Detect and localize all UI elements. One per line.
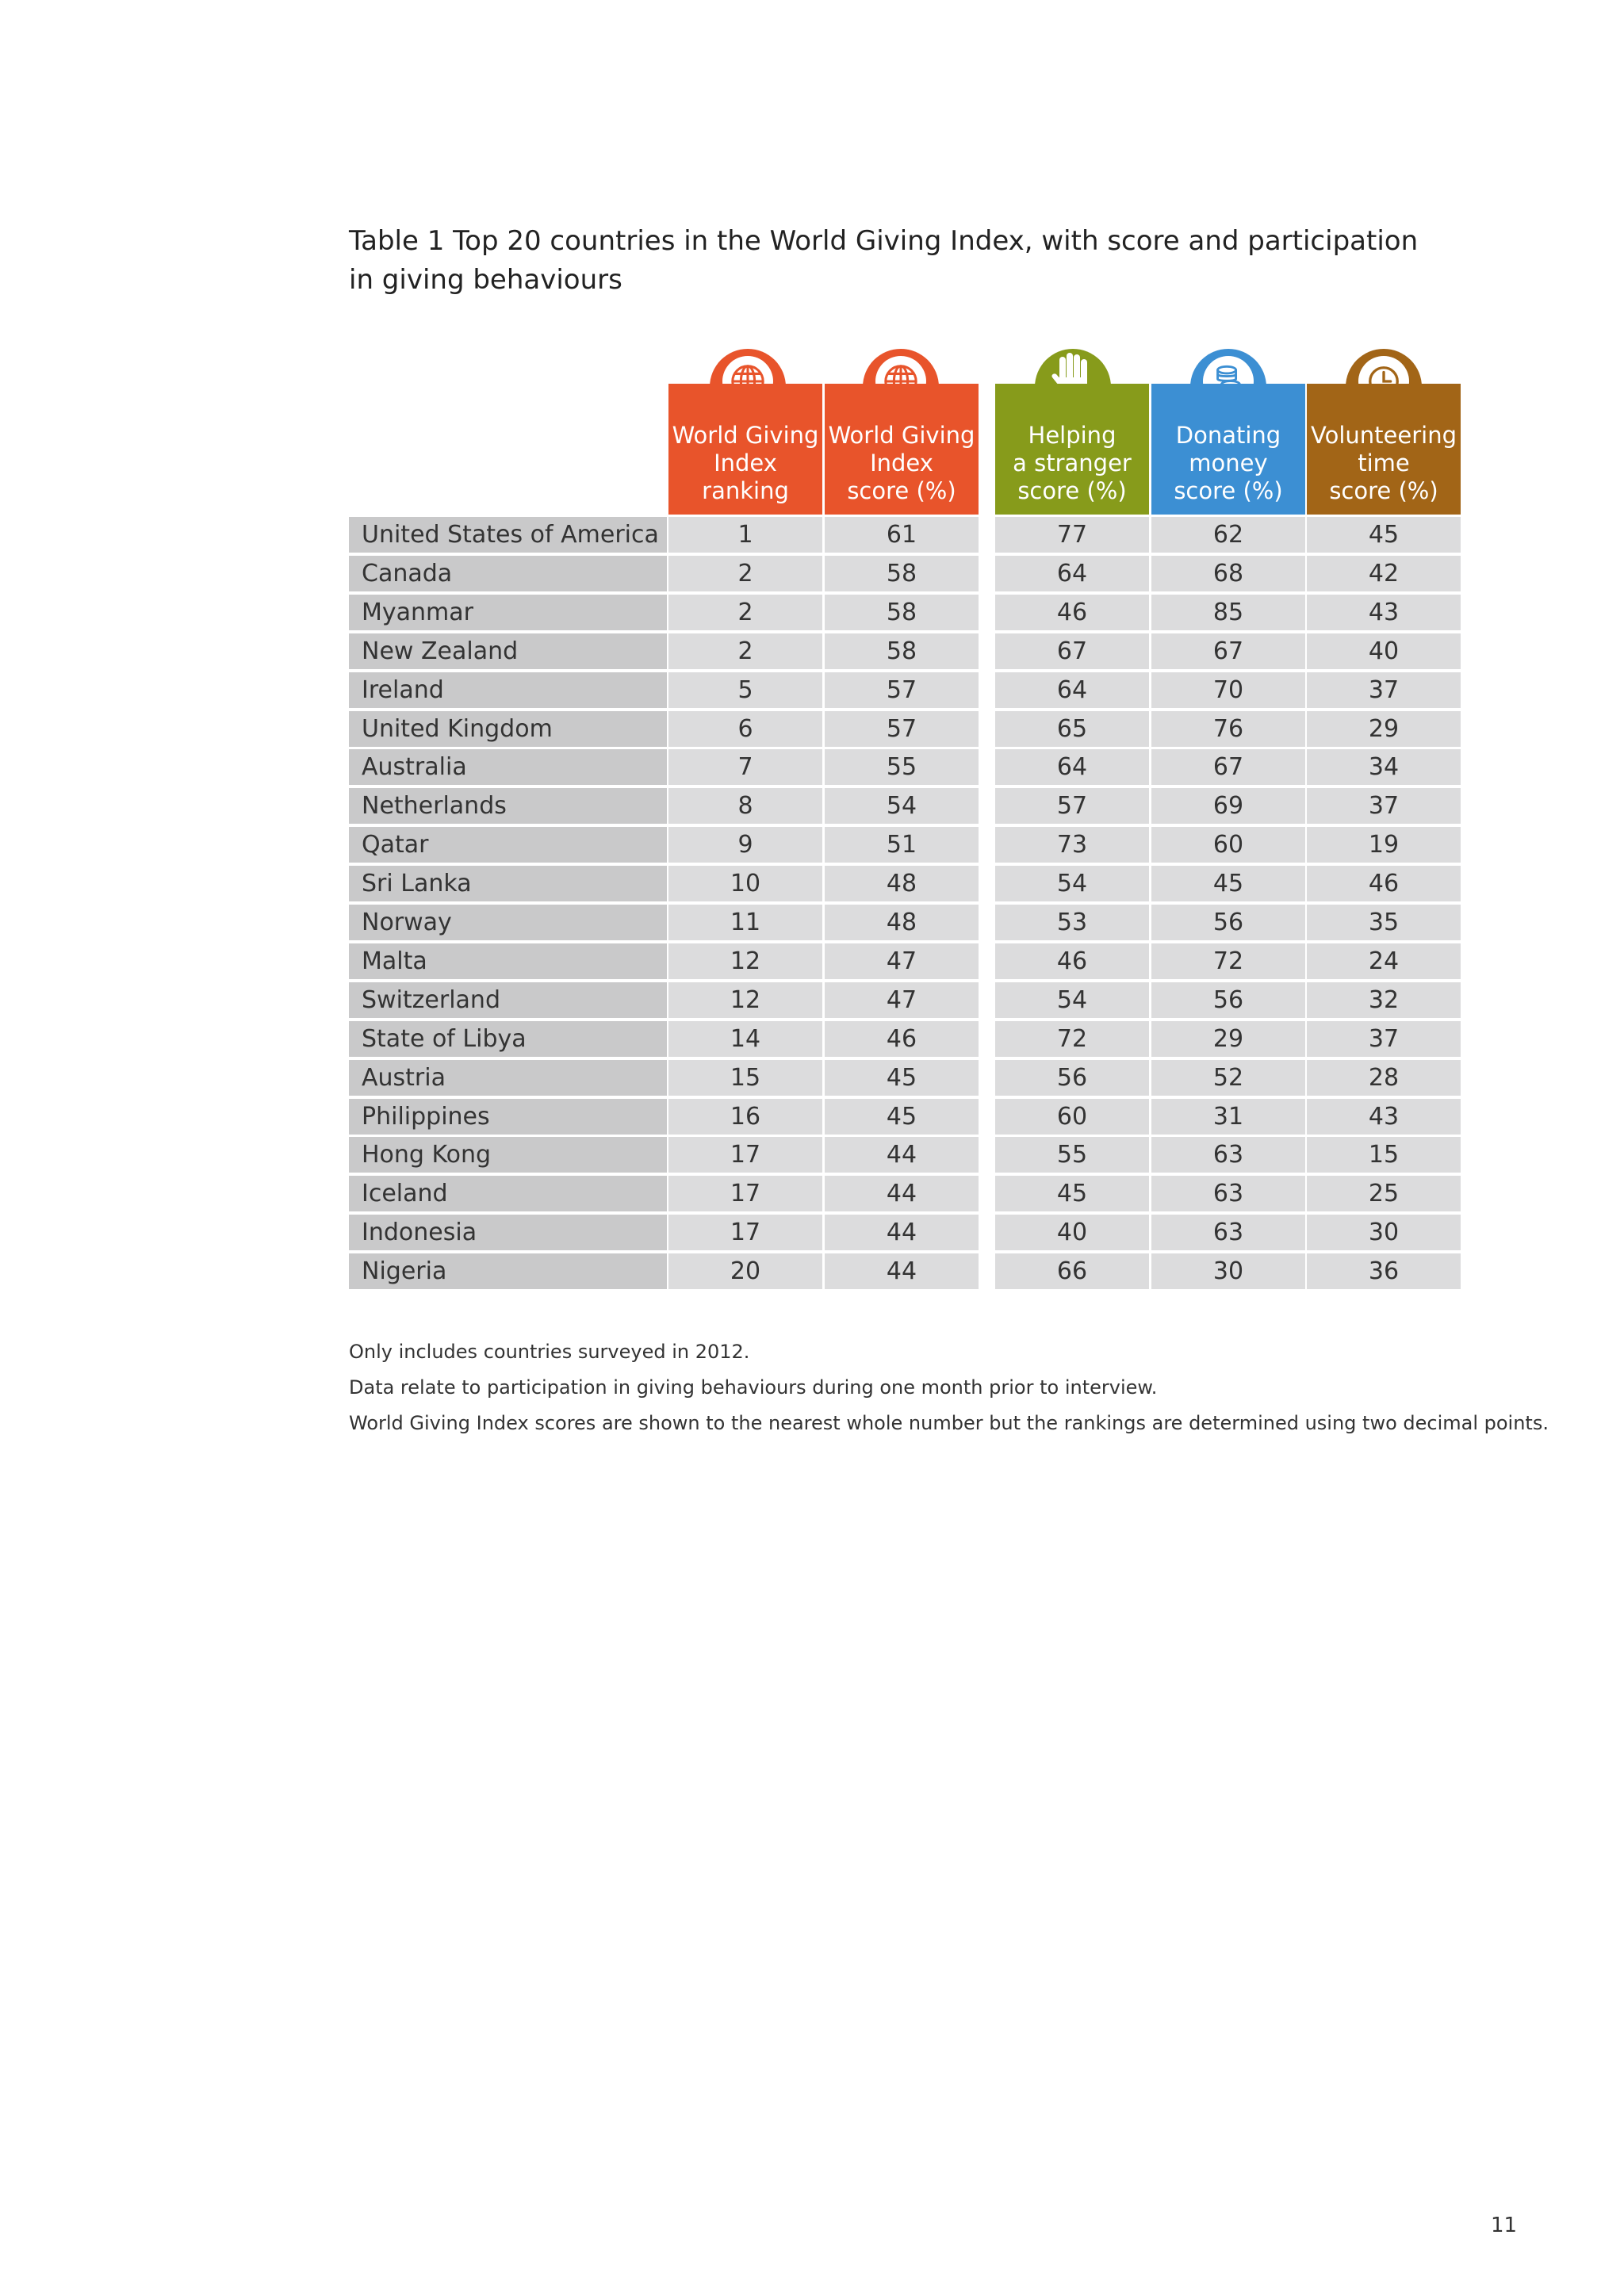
table-row-country: United States of America [349,517,667,553]
table-cell-helping: 54 [995,866,1149,901]
note-line: Data relate to participation in giving behaviours during one month prior to interview. [349,1376,1158,1399]
table-cell-ranking: 16 [668,1099,822,1135]
table-cell-helping: 72 [995,1021,1149,1057]
table-cell-helping: 73 [995,827,1149,863]
table-row-country: United Kingdom [349,711,667,747]
table-cell-donating: 63 [1151,1176,1305,1211]
table-cell-volunteering: 34 [1307,749,1461,785]
table-row-country: Hong Kong [349,1137,667,1173]
table-cell-volunteering: 28 [1307,1060,1461,1096]
table-cell-helping: 66 [995,1253,1149,1289]
table-cell-score: 44 [825,1176,979,1211]
page-number: 11 [1491,2214,1518,2237]
table-cell-ranking: 9 [668,827,822,863]
table-cell-helping: 77 [995,517,1149,553]
table-cell-helping: 64 [995,749,1149,785]
table-row-country: Switzerland [349,982,667,1018]
table-cell-volunteering: 37 [1307,672,1461,708]
table-cell-donating: 67 [1151,633,1305,669]
table-cell-volunteering: 40 [1307,633,1461,669]
table-cell-ranking: 10 [668,866,822,901]
table-cell-volunteering: 24 [1307,943,1461,979]
table-cell-score: 48 [825,905,979,940]
table-cell-helping: 53 [995,905,1149,940]
table-cell-score: 58 [825,633,979,669]
table-cell-donating: 70 [1151,672,1305,708]
table-cell-ranking: 2 [668,633,822,669]
table-row-country: Norway [349,905,667,940]
table-cell-donating: 52 [1151,1060,1305,1096]
table-cell-ranking: 17 [668,1137,822,1173]
table-cell-helping: 64 [995,556,1149,591]
table-cell-donating: 85 [1151,595,1305,630]
table-row-country: Qatar [349,827,667,863]
table-row-country: State of Libya [349,1021,667,1057]
table-cell-ranking: 12 [668,982,822,1018]
table-row-country: Ireland [349,672,667,708]
table-cell-donating: 29 [1151,1021,1305,1057]
column-header-score: World Giving Index score (%) [825,384,979,515]
table-row-country: Sri Lanka [349,866,667,901]
table-cell-helping: 60 [995,1099,1149,1135]
table-cell-helping: 46 [995,595,1149,630]
table-cell-donating: 63 [1151,1137,1305,1173]
table-cell-volunteering: 45 [1307,517,1461,553]
table-notes [349,1334,1549,1441]
table-cell-donating: 62 [1151,517,1305,553]
table-cell-donating: 45 [1151,866,1305,901]
table-cell-volunteering: 25 [1307,1176,1461,1211]
table-cell-volunteering: 42 [1307,556,1461,591]
table-cell-score: 47 [825,982,979,1018]
table-cell-helping: 57 [995,788,1149,824]
table-cell-ranking: 11 [668,905,822,940]
table-cell-helping: 55 [995,1137,1149,1173]
table-cell-score: 55 [825,749,979,785]
table-cell-volunteering: 46 [1307,866,1461,901]
table-cell-ranking: 12 [668,943,822,979]
table-cell-helping: 46 [995,943,1149,979]
table-cell-volunteering: 19 [1307,827,1461,863]
table-cell-score: 45 [825,1060,979,1096]
table-cell-donating: 30 [1151,1253,1305,1289]
table-row-country: Iceland [349,1176,667,1211]
table-cell-donating: 56 [1151,982,1305,1018]
table-cell-donating: 69 [1151,788,1305,824]
table-cell-volunteering: 15 [1307,1137,1461,1173]
table-cell-donating: 31 [1151,1099,1305,1135]
table-cell-ranking: 7 [668,749,822,785]
note-line: World Giving Index scores are shown to the nearest whole number but the rankings are determined using two decimal points. [349,1412,1549,1434]
table-cell-score: 57 [825,672,979,708]
table-cell-score: 61 [825,517,979,553]
table-cell-volunteering: 37 [1307,788,1461,824]
table-title: Table 1 Top 20 countries in the World Giving Index, with score and participation in giving behaviours [349,225,1419,296]
table-row-country: Malta [349,943,667,979]
table-cell-ranking: 2 [668,595,822,630]
table-cell-helping: 54 [995,982,1149,1018]
table-cell-score: 47 [825,943,979,979]
table-cell-score: 44 [825,1253,979,1289]
table-cell-score: 54 [825,788,979,824]
table-row-country: Nigeria [349,1253,667,1289]
table-cell-volunteering: 43 [1307,595,1461,630]
table-cell-helping: 45 [995,1176,1149,1211]
table-cell-score: 58 [825,595,979,630]
table-row-country: Indonesia [349,1215,667,1250]
table-cell-volunteering: 43 [1307,1099,1461,1135]
table-cell-donating: 72 [1151,943,1305,979]
table-row-country: Netherlands [349,788,667,824]
table-row-country: Australia [349,749,667,785]
table-cell-ranking: 15 [668,1060,822,1096]
table-cell-ranking: 20 [668,1253,822,1289]
table-cell-volunteering: 32 [1307,982,1461,1018]
table-row-country: Myanmar [349,595,667,630]
table-cell-helping: 65 [995,711,1149,747]
table-cell-volunteering: 37 [1307,1021,1461,1057]
table-cell-donating: 63 [1151,1215,1305,1250]
table-row-country: New Zealand [349,633,667,669]
table-row-country: Austria [349,1060,667,1096]
table-cell-score: 46 [825,1021,979,1057]
table-cell-ranking: 17 [668,1176,822,1211]
table-cell-ranking: 17 [668,1215,822,1250]
table-cell-donating: 56 [1151,905,1305,940]
table-cell-ranking: 5 [668,672,822,708]
table-cell-donating: 76 [1151,711,1305,747]
column-header-ranking: World Giving Index ranking [668,384,822,515]
table-row-country: Canada [349,556,667,591]
table-cell-score: 44 [825,1215,979,1250]
table-cell-donating: 60 [1151,827,1305,863]
table-cell-score: 57 [825,711,979,747]
table-cell-score: 51 [825,827,979,863]
note-line: Only includes countries surveyed in 2012. [349,1341,750,1363]
table-cell-helping: 67 [995,633,1149,669]
table-cell-volunteering: 36 [1307,1253,1461,1289]
column-header-donating: Donating money score (%) [1151,384,1305,515]
table-cell-score: 58 [825,556,979,591]
table-cell-ranking: 2 [668,556,822,591]
table-cell-score: 44 [825,1137,979,1173]
table-cell-donating: 67 [1151,749,1305,785]
table-cell-helping: 64 [995,672,1149,708]
table-row-country: Philippines [349,1099,667,1135]
table-cell-ranking: 1 [668,517,822,553]
table-cell-volunteering: 29 [1307,711,1461,747]
table-cell-ranking: 6 [668,711,822,747]
table-cell-helping: 40 [995,1215,1149,1250]
table-cell-volunteering: 35 [1307,905,1461,940]
column-header-helping: Helping a stranger score (%) [995,384,1149,515]
table-cell-helping: 56 [995,1060,1149,1096]
table-cell-ranking: 14 [668,1021,822,1057]
table-cell-score: 45 [825,1099,979,1135]
table-cell-score: 48 [825,866,979,901]
table-cell-volunteering: 30 [1307,1215,1461,1250]
column-header-volunteering: Volunteering time score (%) [1307,384,1461,515]
table-cell-donating: 68 [1151,556,1305,591]
table-cell-ranking: 8 [668,788,822,824]
